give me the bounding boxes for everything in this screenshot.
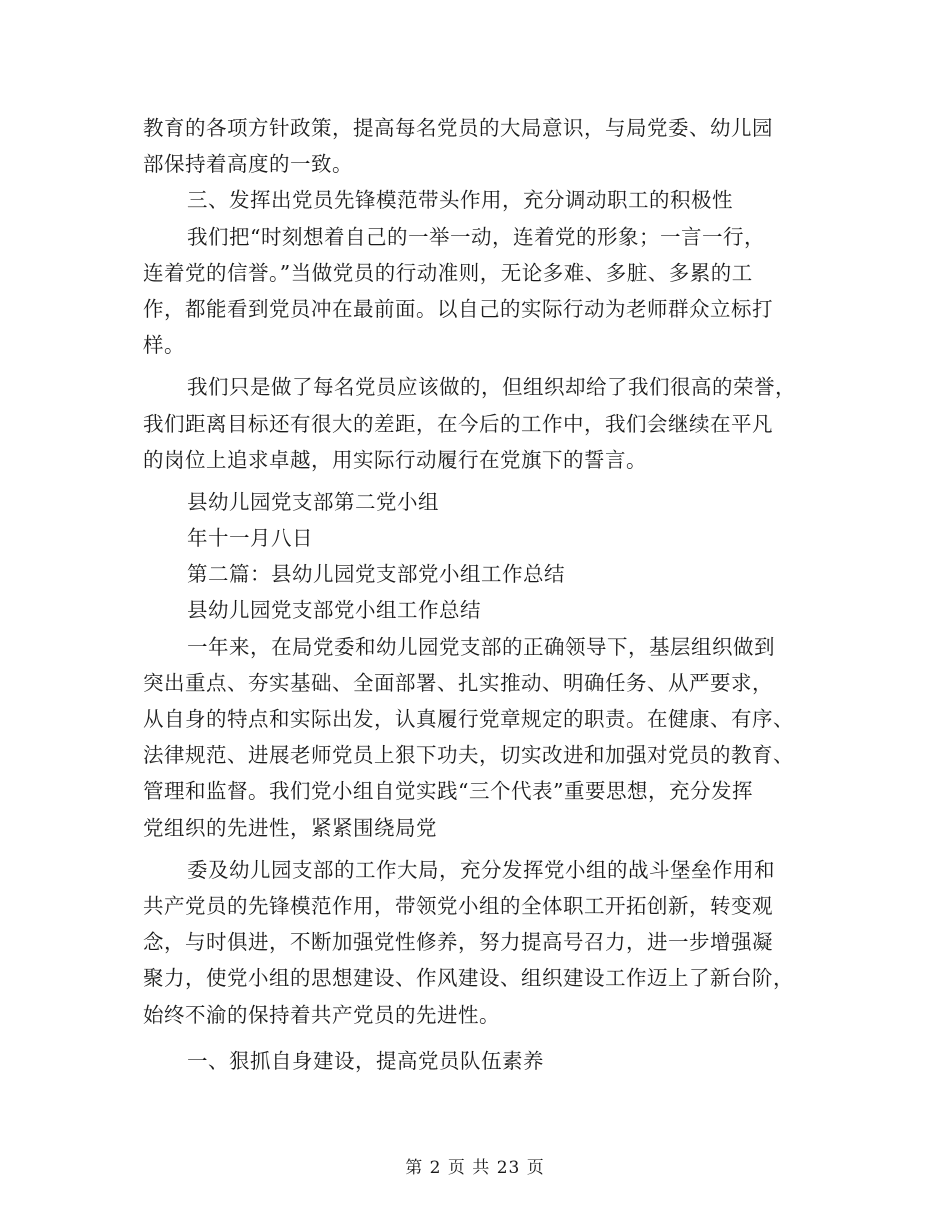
- paragraph-line: 一年来，在局党委和幼儿园党支部的正确领导下，基层组织做到: [187, 634, 775, 659]
- paragraph-line: 样。: [143, 333, 185, 358]
- paragraph-line: 我们只是做了每名党员应该做的，但组织却给了我们很高的荣誉，: [187, 375, 796, 400]
- paragraph-line: 管理和监督。我们党小组自觉实践“三个代表”重要思想，充分发挥: [143, 779, 753, 804]
- page-number-label: 第 2 页 共 23 页: [405, 1158, 545, 1178]
- paragraph-line: 共产党员的先锋模范作用，带领党小组的全体职工开拓创新，转变观: [143, 893, 773, 918]
- paragraph-line: 教育的各项方针政策，提高每名党员的大局意识，与局党委、幼儿园: [143, 116, 773, 140]
- paragraph-line: 我们把“时刻想着自己的一举一动，连着党的形象；一言一行，: [187, 224, 765, 249]
- article-subtitle: 县幼儿园党支部党小组工作总结: [187, 598, 481, 623]
- section-heading: 三、发挥出党员先锋模范带头作用，充分调动职工的积极性: [187, 188, 733, 213]
- paragraph-line: 部保持着高度的一致。: [143, 152, 353, 177]
- paragraph-line: 法律规范、进展老师党员上狠下功夫，切实改进和加强对党员的教育、: [143, 743, 794, 768]
- paragraph-line: 从自身的特点和实际出发，认真履行党章规定的职责。在健康、有序、: [143, 707, 794, 731]
- paragraph-line: 念，与时俱进，不断加强党性修养，努力提高号召力，进一步增强凝: [143, 930, 773, 955]
- paragraph-line: 突出重点、夯实基础、全面部署、扎实推动、明确任务、从严要求，: [143, 670, 773, 695]
- page-footer: [0, 1153, 950, 1178]
- paragraph-line: 的岗位上追求卓越，用实际行动履行在党旗下的誓言。: [143, 447, 647, 472]
- paragraph-line: 始终不渝的保持着共产党员的先进性。: [143, 1002, 500, 1027]
- article-title: 第二篇：县幼儿园党支部党小组工作总结: [187, 562, 565, 587]
- paragraph-line: 聚力，使党小组的思想建设、作风建设、组织建设工作迈上了新台阶，: [143, 966, 794, 991]
- paragraph-line: 连着党的信誉。”当做党员的行动准则，无论多难、多脏、多累的工: [143, 260, 753, 285]
- signature-line: 县幼儿园党支部第二党小组: [187, 489, 439, 514]
- section-heading: 一、狠抓自身建设，提高党员队伍素养: [187, 1048, 544, 1073]
- document-body: [143, 110, 803, 1079]
- paragraph-line: 党组织的先进性，紧紧围绕局党: [143, 815, 437, 840]
- paragraph-line: 我们距离目标还有很大的差距，在今后的工作中，我们会继续在平凡: [143, 411, 773, 436]
- paragraph-line: 作，都能看到党员冲在最前面。以自己的实际行动为老师群众立标打: [143, 296, 773, 321]
- date-line: 年十一月八日: [187, 526, 313, 551]
- paragraph-line: 委及幼儿园支部的工作大局，充分发挥党小组的战斗堡垒作用和: [187, 857, 775, 882]
